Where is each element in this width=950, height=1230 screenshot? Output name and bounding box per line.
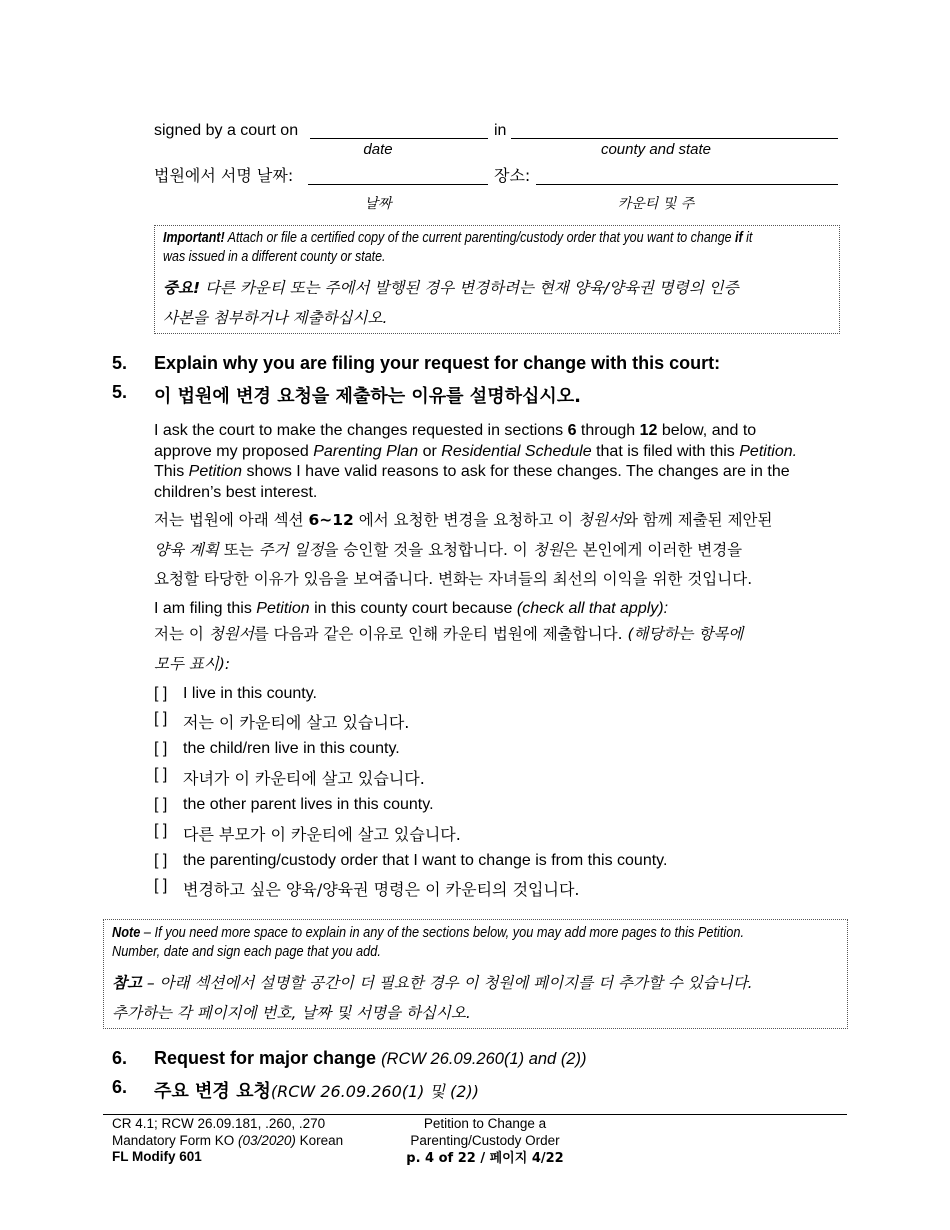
option-label-ko: 자녀가 이 카운티에 살고 있습니다.: [183, 769, 425, 788]
note-box: [103, 919, 848, 1029]
p1-line4: children’s best interest.: [154, 483, 318, 501]
section-6-number-ko: 6.: [112, 1077, 128, 1097]
option-label: the child/ren live in this county.: [183, 740, 400, 757]
date-caption: date: [363, 141, 393, 158]
important-notice-box: [154, 225, 840, 334]
signed-label-ko: 법원에서 서명 날짜:: [154, 166, 294, 185]
option-label: the parenting/custody order that I want to change is from this county.: [183, 852, 668, 869]
important-text-en-line2: was issued in a different county or state.: [163, 249, 386, 265]
date-field-line-ko[interactable]: [308, 184, 488, 185]
section-6-title-ko: 주요 변경 요청(RCW 26.09.260(1) 및 (2)): [154, 1081, 479, 1102]
option-label: the other parent lives in this county.: [183, 796, 434, 813]
section-5-title-ko: 이 법원에 변경 요청을 제출하는 이유를 설명하십시오.: [154, 386, 581, 407]
option-label-ko: 다른 부모가 이 카운티에 살고 있습니다.: [183, 825, 461, 844]
date-caption-ko: 날짜: [364, 196, 392, 212]
section-6-title: Request for major change (RCW 26.09.260(1) and (2)): [154, 1048, 587, 1068]
note-text-en-line2: Number, date and sign each page that you add.: [112, 944, 381, 960]
footer-center: Petition to Change a Parenting/Custody Order p. 4 of 22 / 페이지 4/22: [385, 1116, 585, 1168]
ko1-line2: 양육 계획 또는 주거 일정을 승인할 것을 요청합니다. 이 청원은 본인에게 이러한 변경을: [154, 540, 743, 559]
option-label-ko: 변경하고 싶은 양육/양육권 명령은 이 카운티의 것입니다.: [183, 880, 580, 899]
county-field-line[interactable]: [511, 138, 838, 139]
option-checkbox-ko[interactable]: [ ]: [154, 877, 168, 894]
footer-left: CR 4.1; RCW 26.09.181, .260, .270 Mandatory Form KO (03/2020) Korean FL Modify 601: [112, 1116, 344, 1164]
option-label: I live in this county.: [183, 685, 317, 702]
option-checkbox-ko[interactable]: [ ]: [154, 822, 168, 839]
county-caption-ko: 카운티 및 주: [617, 196, 695, 212]
option-checkbox[interactable]: [ ]: [154, 852, 168, 869]
in-label: in: [494, 122, 507, 139]
county-field-line-ko[interactable]: [536, 184, 838, 185]
option-checkbox-ko[interactable]: [ ]: [154, 766, 168, 783]
section-6-number: 6.: [112, 1048, 128, 1068]
option-checkbox[interactable]: [ ]: [154, 796, 168, 813]
note-text-ko: 참고 – 아래 섹션에서 설명할 공간이 더 필요한 경우 이 청원에 페이지를 더 추가할 수 있습니다.: [112, 974, 753, 992]
filing-reason-intro-en: I am filing this Petition in this county court because (check all that apply):: [154, 600, 669, 617]
section-5-paragraph-ko: [154, 506, 854, 595]
option-label-ko: 저는 이 카운티에 살고 있습니다.: [183, 713, 410, 732]
ko1-line3: 요청할 타당한 이유가 있음을 보여줍니다. 변화는 자녀들의 최선의 이익을 위한 것입니다.: [154, 570, 753, 588]
note-text-en: Note – If you need more space to explain in any of the sections below, you may add more pages to this Petition.: [112, 925, 744, 941]
p1-line1: I ask the court to make the changes requested in sections 6 through 12 below, and to: [154, 422, 757, 439]
ko1-line1: 저는 법원에 아래 섹션 6~12 에서 요청한 변경을 요청하고 이 청원서와 함께 제출된 제안된: [154, 511, 773, 529]
important-text-ko-line2: 사본을 첨부하거나 제출하십시오.: [163, 309, 388, 327]
county-caption: county and state: [600, 141, 712, 158]
important-text-ko: 중요! 다른 카운티 또는 주에서 발행된 경우 변경하려는 현재 양육/양육권 명령의 인증: [163, 279, 739, 297]
section-5-number-ko: 5.: [112, 382, 128, 402]
p1-line2: approve my proposed Parenting Plan or Residential Schedule that is filed with this Petition.: [154, 442, 798, 460]
date-field-line[interactable]: [310, 138, 488, 139]
in-label-ko: 장소:: [494, 166, 531, 185]
page-number: p. 4 of 22 / 페이지 4/22: [406, 1151, 564, 1166]
ko2-line1: 저는 이 청원서를 다음과 같은 이유로 인해 카운티 법원에 제출합니다. (해당하는 항목에: [154, 625, 744, 643]
p1-line3: This Petition shows I have valid reasons to ask for these changes. The changes are in the: [154, 463, 790, 480]
section-5-paragraph-en: [154, 421, 844, 503]
option-checkbox[interactable]: [ ]: [154, 685, 168, 702]
important-text-en: Important! Attach or file a certified copy of the current parenting/custody order that you want to change if it: [163, 230, 753, 246]
note-text-ko-line2: 추가하는 각 페이지에 번호, 날짜 및 서명을 하십시오.: [112, 1004, 471, 1022]
section-5-title: Explain why you are filing your request for change with this court:: [154, 353, 721, 373]
option-checkbox[interactable]: [ ]: [154, 740, 168, 757]
signed-label: signed by a court on: [154, 122, 299, 139]
section-5-number: 5.: [112, 353, 128, 373]
ko2-line2: 모두 표시):: [154, 654, 231, 673]
option-checkbox-ko[interactable]: [ ]: [154, 710, 168, 727]
filing-reason-intro-ko: [154, 620, 854, 679]
footer-divider: [103, 1114, 847, 1115]
